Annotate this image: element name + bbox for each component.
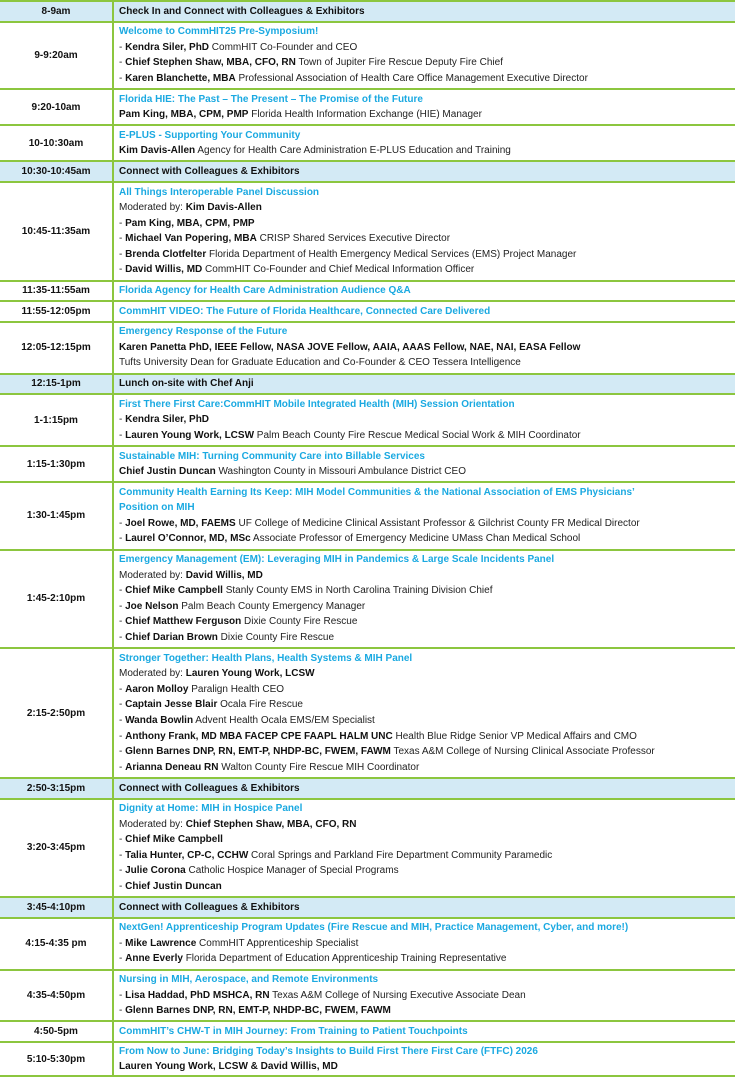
speaker-line bbox=[119, 568, 731, 584]
column-divider bbox=[112, 971, 114, 1021]
break-label: Check In and Connect with Colleagues & Exhibitors bbox=[119, 5, 365, 17]
speaker-name: Aaron Molloy bbox=[125, 683, 189, 695]
agenda-row bbox=[0, 393, 735, 445]
speaker-name: Lauren Young Work, LCSW & David Willis, MD bbox=[119, 1061, 338, 1073]
speaker-name: Arianna Deneau RN bbox=[125, 761, 219, 773]
session-time: 1:30-1:45pm bbox=[26, 510, 86, 522]
session-title: Nursing in MIH, Aerospace, and Remote Environments bbox=[119, 974, 379, 986]
list-bullet: - bbox=[119, 730, 126, 742]
session-details bbox=[119, 2, 731, 21]
break-label: Connect with Colleagues & Exhibitors bbox=[119, 165, 300, 177]
column-divider bbox=[112, 649, 114, 777]
list-bullet: - bbox=[119, 761, 126, 773]
session-details bbox=[119, 1043, 731, 1075]
speaker-line bbox=[119, 107, 731, 123]
session-time: 10:30-10:45am bbox=[21, 166, 91, 178]
column-divider bbox=[112, 800, 114, 897]
speaker-name: David Willis, MD bbox=[125, 264, 203, 276]
agenda-row bbox=[0, 21, 735, 88]
session-time: 1:45-2:10pm bbox=[26, 593, 86, 605]
speaker-line bbox=[119, 464, 731, 480]
speaker-line bbox=[119, 760, 731, 776]
speaker-affiliation: Catholic Hospice Manager of Special Programs bbox=[185, 865, 399, 877]
column-divider bbox=[112, 1022, 114, 1041]
speaker-line bbox=[119, 936, 731, 952]
session-title: Emergency Response of the Future bbox=[119, 326, 288, 338]
speaker-affiliation: Tufts University Dean for Graduate Education and Co-Founder & CEO Tessera Intelligence bbox=[119, 357, 521, 369]
session-time: 1-1:15pm bbox=[34, 414, 78, 426]
speaker-line bbox=[119, 1059, 731, 1075]
session-time: 12:05-12:15pm bbox=[21, 342, 91, 354]
speaker-name: Kendra Siler, PhD bbox=[125, 414, 210, 426]
speaker-affiliation: Dixie County Fire Rescue bbox=[241, 616, 358, 628]
column-divider bbox=[112, 2, 114, 21]
agenda-row bbox=[0, 88, 735, 124]
speaker-name: Joe Nelson bbox=[125, 600, 179, 612]
session-title: Community Health Earning Its Keep: MIH Model Communities & the National Association of EMS Physicians’ bbox=[119, 486, 635, 498]
session-title: All Things Interoperable Panel Discussion bbox=[119, 186, 320, 198]
list-bullet: - bbox=[119, 600, 126, 612]
list-bullet: - bbox=[119, 233, 126, 245]
agenda-row bbox=[0, 445, 735, 481]
speaker-name: David Willis, MD bbox=[185, 569, 263, 581]
speaker-line bbox=[119, 262, 731, 278]
column-divider bbox=[112, 302, 114, 321]
speaker-name: Glenn Barnes DNP, RN, EMT-P, NHDP-BC, FWEM, FAWM bbox=[125, 746, 391, 758]
session-title: Florida HIE: The Past – The Present – The Promise of the Future bbox=[119, 93, 423, 105]
speaker-line bbox=[119, 355, 731, 371]
session-time: 9-9:20am bbox=[34, 49, 78, 61]
session-time: 5:10-5:30pm bbox=[26, 1053, 86, 1065]
speaker-name: Talia Hunter, CP-C, CCHW bbox=[125, 849, 249, 861]
speaker-name: Lisa Haddad, PhD MSHCA, RN bbox=[125, 989, 270, 1001]
speaker-affiliation: Paralign Health CEO bbox=[188, 683, 285, 695]
list-bullet: - bbox=[119, 248, 126, 260]
agenda-row bbox=[0, 280, 735, 301]
session-details bbox=[119, 779, 731, 798]
speaker-line bbox=[119, 879, 731, 895]
speaker-line bbox=[119, 583, 731, 599]
speaker-affiliation: UF College of Medicine Clinical Assistant Professor & Gilchrist County FR Medical Director bbox=[235, 517, 640, 529]
break-label: Connect with Colleagues & Exhibitors bbox=[119, 782, 300, 794]
session-time: 9:20-10am bbox=[31, 101, 81, 113]
speaker-name: Michael Van Popering, MBA bbox=[125, 233, 257, 245]
moderator-label: Moderated by: bbox=[119, 818, 186, 830]
session-title: Position on MIH bbox=[119, 502, 195, 514]
speaker-name: Chief Stephen Shaw, MBA, CFO, RN bbox=[125, 57, 296, 69]
session-details bbox=[119, 800, 731, 897]
agenda-row bbox=[0, 549, 735, 648]
agenda-row bbox=[0, 321, 735, 373]
speaker-line bbox=[119, 630, 731, 646]
column-divider bbox=[112, 23, 114, 88]
list-bullet: - bbox=[119, 937, 126, 949]
list-bullet: - bbox=[119, 849, 126, 861]
speaker-name: Brenda Clotfelter bbox=[125, 248, 207, 260]
session-title: E-PLUS - Supporting Your Community bbox=[119, 129, 301, 141]
list-bullet: - bbox=[119, 57, 126, 69]
session-title: CommHIT’s CHW-T in MIH Journey: From Training to Patient Touchpoints bbox=[119, 1025, 468, 1037]
speaker-name: Pam King, MBA, CPM, PMP bbox=[119, 109, 249, 121]
session-details bbox=[119, 302, 731, 321]
speaker-affiliation: Ocala Fire Rescue bbox=[217, 699, 303, 711]
column-divider bbox=[112, 551, 114, 648]
agenda-row bbox=[0, 777, 735, 798]
speaker-affiliation: Associate Professor of Emergency Medicine UMass Chan Medical School bbox=[250, 533, 581, 545]
session-time: 11:55-12:05pm bbox=[21, 305, 91, 317]
session-time: 3:45-4:10pm bbox=[26, 901, 86, 913]
speaker-name: Laurel O’Connor, MD, MSc bbox=[125, 533, 251, 545]
agenda-row bbox=[0, 300, 735, 321]
list-bullet: - bbox=[119, 632, 126, 644]
speaker-affiliation: Agency for Health Care Administration E-PLUS Education and Training bbox=[195, 145, 511, 157]
speaker-name: Joel Rowe, MD, FAEMS bbox=[125, 517, 236, 529]
speaker-name: Chief Mike Campbell bbox=[125, 834, 223, 846]
session-title: Sustainable MIH: Turning Community Care into Billable Services bbox=[119, 450, 425, 462]
speaker-line bbox=[119, 614, 731, 630]
session-time: 3:20-3:45pm bbox=[26, 842, 86, 854]
speaker-affiliation: Florida Department of Education Apprenticeship Training Representative bbox=[182, 953, 507, 965]
session-details bbox=[119, 649, 731, 777]
agenda-row bbox=[0, 1041, 735, 1077]
column-divider bbox=[112, 919, 114, 969]
session-details bbox=[119, 898, 731, 917]
speaker-name: Julie Corona bbox=[125, 865, 186, 877]
agenda-row bbox=[0, 0, 735, 21]
column-divider bbox=[112, 323, 114, 373]
speaker-name: Captain Jesse Blair bbox=[125, 699, 218, 711]
speaker-line bbox=[119, 428, 731, 444]
column-divider bbox=[112, 395, 114, 445]
speaker-affiliation: Professional Association of Health Care Office Management Executive Director bbox=[235, 72, 588, 84]
session-title: From Now to June: Bridging Today’s Insights to Build First There First Care (FTFC) 2026 bbox=[119, 1045, 538, 1057]
speaker-line bbox=[119, 71, 731, 87]
agenda-row bbox=[0, 1020, 735, 1041]
list-bullet: - bbox=[119, 517, 126, 529]
session-title: CommHIT VIDEO: The Future of Florida Healthcare, Connected Care Delivered bbox=[119, 305, 491, 317]
session-time: 8-9am bbox=[41, 5, 71, 17]
column-divider bbox=[112, 483, 114, 548]
list-bullet: - bbox=[119, 865, 126, 877]
session-details bbox=[119, 919, 731, 969]
speaker-affiliation: CommHIT Co-Founder and CEO bbox=[209, 41, 358, 53]
list-bullet: - bbox=[119, 953, 126, 965]
list-bullet: - bbox=[119, 585, 126, 597]
speaker-line bbox=[119, 200, 731, 216]
speaker-line bbox=[119, 340, 731, 356]
speaker-name: Chief Justin Duncan bbox=[125, 881, 222, 893]
speaker-name: Mike Lawrence bbox=[125, 937, 197, 949]
speaker-name: Chief Justin Duncan bbox=[119, 466, 216, 478]
speaker-line bbox=[119, 247, 731, 263]
speaker-line bbox=[119, 713, 731, 729]
speaker-name: Chief Darian Brown bbox=[125, 632, 218, 644]
speaker-line bbox=[119, 412, 731, 428]
list-bullet: - bbox=[119, 989, 126, 1001]
column-divider bbox=[112, 126, 114, 160]
column-divider bbox=[112, 1043, 114, 1075]
speaker-line bbox=[119, 817, 731, 833]
session-details bbox=[119, 483, 731, 548]
list-bullet: - bbox=[119, 41, 126, 53]
list-bullet: - bbox=[119, 264, 126, 276]
speaker-affiliation: Stanly County EMS in North Carolina Training Division Chief bbox=[222, 585, 493, 597]
agenda-row bbox=[0, 969, 735, 1021]
session-details bbox=[119, 447, 731, 481]
speaker-affiliation: CRISP Shared Services Executive Director bbox=[256, 233, 451, 245]
moderator-label: Moderated by: bbox=[119, 668, 186, 680]
speaker-name: Lauren Young Work, LCSW bbox=[125, 429, 255, 441]
speaker-affiliation: Texas A&M College of Nursing Executive Associate Dean bbox=[269, 989, 526, 1001]
session-title: Emergency Management (EM): Leveraging MIH in Pandemics & Large Scale Incidents Panel bbox=[119, 554, 555, 566]
speaker-name: Chief Stephen Shaw, MBA, CFO, RN bbox=[185, 818, 357, 830]
speaker-line bbox=[119, 531, 731, 547]
speaker-affiliation: CommHIT Apprenticeship Specialist bbox=[196, 937, 359, 949]
list-bullet: - bbox=[119, 715, 126, 727]
list-bullet: - bbox=[119, 72, 126, 84]
session-details bbox=[119, 395, 731, 445]
speaker-name: Kim Davis-Allen bbox=[119, 145, 196, 157]
speaker-affiliation: Dixie County Fire Rescue bbox=[217, 632, 335, 644]
speaker-line bbox=[119, 216, 731, 232]
speaker-affiliation: Health Blue Ridge Senior VP Medical Affairs and CMO bbox=[392, 730, 637, 742]
speaker-line bbox=[119, 231, 731, 247]
speaker-name: Glenn Barnes DNP, RN, EMT-P, NHDP-BC, FWEM, FAWM bbox=[125, 1005, 391, 1017]
session-details bbox=[119, 90, 731, 124]
speaker-line bbox=[119, 666, 731, 682]
speaker-line bbox=[119, 744, 731, 760]
list-bullet: - bbox=[119, 881, 126, 893]
list-bullet: - bbox=[119, 429, 126, 441]
speaker-name: Karen Blanchette, MBA bbox=[125, 72, 236, 84]
session-title: Dignity at Home: MIH in Hospice Panel bbox=[119, 803, 303, 815]
speaker-affiliation: CommHIT Co-Founder and Chief Medical Information Officer bbox=[202, 264, 475, 276]
speaker-line bbox=[119, 682, 731, 698]
session-time: 4:50-5pm bbox=[34, 1026, 78, 1038]
list-bullet: - bbox=[119, 746, 126, 758]
session-details bbox=[119, 551, 731, 648]
agenda-row bbox=[0, 481, 735, 548]
speaker-affiliation: Palm Beach County Emergency Manager bbox=[178, 600, 366, 612]
column-divider bbox=[112, 162, 114, 181]
speaker-affiliation: Florida Department of Health Emergency Medical Services (EMS) Project Manager bbox=[206, 248, 577, 260]
speaker-line bbox=[119, 40, 731, 56]
break-label: Connect with Colleagues & Exhibitors bbox=[119, 901, 300, 913]
session-details bbox=[119, 183, 731, 280]
speaker-affiliation: Florida Health Information Exchange (HIE) Manager bbox=[248, 109, 482, 121]
session-time: 2:15-2:50pm bbox=[26, 707, 86, 719]
speaker-line bbox=[119, 848, 731, 864]
list-bullet: - bbox=[119, 217, 126, 229]
session-details bbox=[119, 971, 731, 1021]
speaker-name: Chief Matthew Ferguson bbox=[125, 616, 242, 628]
list-bullet: - bbox=[119, 683, 126, 695]
speaker-name: Karen Panetta PhD, IEEE Fellow, NASA JOVE Fellow, AAIA, AAAS Fellow, NAE, NAI, EASA Fellow bbox=[119, 341, 581, 353]
list-bullet: - bbox=[119, 699, 126, 711]
speaker-line bbox=[119, 832, 731, 848]
agenda-row bbox=[0, 917, 735, 969]
column-divider bbox=[112, 90, 114, 124]
speaker-line bbox=[119, 697, 731, 713]
speaker-line bbox=[119, 599, 731, 615]
session-time: 11:35-11:55am bbox=[22, 285, 90, 297]
column-divider bbox=[112, 898, 114, 917]
column-divider bbox=[112, 447, 114, 481]
column-divider bbox=[112, 282, 114, 301]
speaker-line bbox=[119, 863, 731, 879]
speaker-line bbox=[119, 988, 731, 1004]
speaker-line bbox=[119, 1003, 731, 1019]
column-divider bbox=[112, 183, 114, 280]
agenda-row bbox=[0, 647, 735, 777]
session-title: Florida Agency for Health Care Administration Audience Q&A bbox=[119, 285, 411, 297]
session-details bbox=[119, 1022, 731, 1041]
session-time: 4:15-4:35 pm bbox=[25, 938, 87, 950]
speaker-name: Chief Mike Campbell bbox=[125, 585, 223, 597]
list-bullet: - bbox=[119, 616, 126, 628]
speaker-line bbox=[119, 55, 731, 71]
session-details bbox=[119, 282, 731, 301]
list-bullet: - bbox=[119, 414, 126, 426]
speaker-line bbox=[119, 516, 731, 532]
session-title: NextGen! Apprenticeship Program Updates (Fire Rescue and MIH, Practice Management, Cyber, and more!) bbox=[119, 922, 629, 934]
speaker-line bbox=[119, 951, 731, 967]
moderator-label: Moderated by: bbox=[119, 569, 186, 581]
agenda-row bbox=[0, 160, 735, 181]
session-time: 2:50-3:15pm bbox=[26, 782, 86, 794]
speaker-name: Kim Davis-Allen bbox=[185, 202, 262, 214]
session-details bbox=[119, 23, 731, 88]
speaker-line bbox=[119, 143, 731, 159]
session-time: 10:45-11:35am bbox=[21, 225, 91, 237]
agenda-row bbox=[0, 798, 735, 897]
moderator-label: Moderated by: bbox=[119, 202, 186, 214]
speaker-affiliation: Advent Health Ocala EMS/EM Specialist bbox=[193, 715, 375, 727]
break-label: Lunch on-site with Chef Anji bbox=[119, 378, 254, 390]
column-divider bbox=[112, 779, 114, 798]
speaker-affiliation: Walton County Fire Rescue MIH Coordinator bbox=[218, 761, 420, 773]
speaker-affiliation: Texas A&M College of Nursing Clinical Associate Professor bbox=[390, 746, 655, 758]
session-time: 1:15-1:30pm bbox=[26, 458, 86, 470]
session-time: 12:15-1pm bbox=[31, 378, 81, 390]
session-time: 4:35-4:50pm bbox=[26, 989, 86, 1001]
speaker-name: Wanda Bowlin bbox=[125, 715, 194, 727]
session-details bbox=[119, 375, 731, 394]
speaker-affiliation: Palm Beach County Fire Rescue Medical Social Work & MIH Coordinator bbox=[254, 429, 581, 441]
speaker-name: Anthony Frank, MD MBA FACEP CPE FAAPL HALM UNC bbox=[125, 730, 393, 742]
speaker-name: Pam King, MBA, CPM, PMP bbox=[125, 217, 255, 229]
session-details bbox=[119, 323, 731, 373]
list-bullet: - bbox=[119, 834, 126, 846]
session-details bbox=[119, 126, 731, 160]
speaker-affiliation: Washington County in Missouri Ambulance District CEO bbox=[215, 466, 466, 478]
list-bullet: - bbox=[119, 533, 126, 545]
agenda-row bbox=[0, 124, 735, 160]
session-details bbox=[119, 162, 731, 181]
session-title: First There First Care:CommHIT Mobile Integrated Health (MIH) Session Orientation bbox=[119, 398, 515, 410]
speaker-line bbox=[119, 729, 731, 745]
session-time: 10-10:30am bbox=[28, 137, 84, 149]
speaker-name: Kendra Siler, PhD bbox=[125, 41, 210, 53]
session-title: Stronger Together: Health Plans, Health Systems & MIH Panel bbox=[119, 652, 413, 664]
list-bullet: - bbox=[119, 1005, 126, 1017]
agenda-row bbox=[0, 373, 735, 394]
speaker-affiliation: Coral Springs and Parkland Fire Department Community Paramedic bbox=[248, 849, 553, 861]
column-divider bbox=[112, 375, 114, 394]
agenda-row bbox=[0, 181, 735, 280]
session-title: Welcome to CommHIT25 Pre-Symposium! bbox=[119, 26, 319, 38]
speaker-name: Anne Everly bbox=[125, 953, 183, 965]
speaker-affiliation: Town of Jupiter Fire Rescue Deputy Fire Chief bbox=[295, 57, 503, 69]
speaker-name: Lauren Young Work, LCSW bbox=[185, 668, 315, 680]
agenda-row bbox=[0, 896, 735, 917]
